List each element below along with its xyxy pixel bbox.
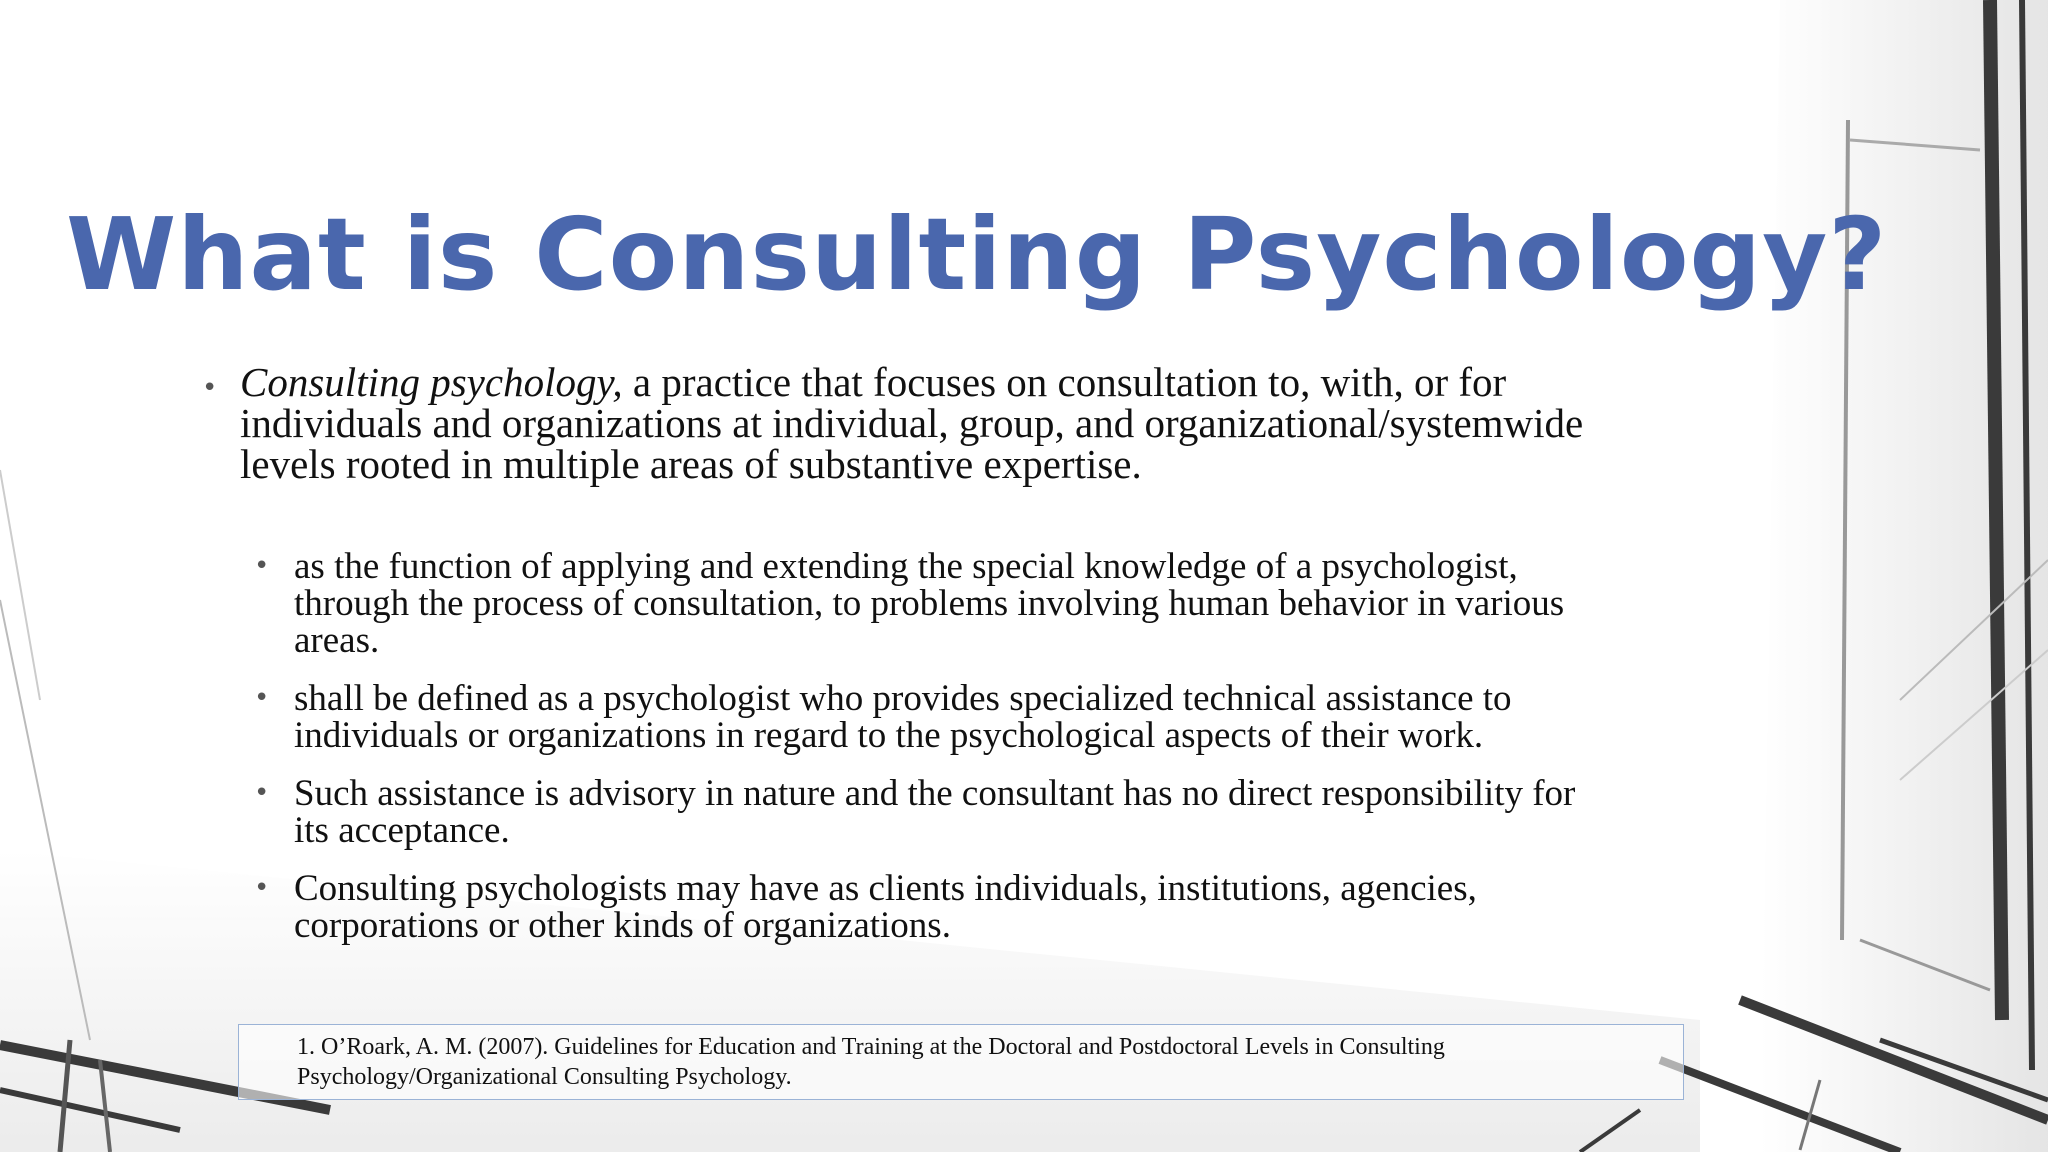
footnote-textbox[interactable] [238, 1024, 1684, 1100]
bullet-icon: • [254, 873, 270, 903]
bullet-icon: • [254, 683, 270, 713]
bullet-icon: • [202, 373, 218, 403]
sub-bullet-item [254, 678, 1594, 756]
sub-bullet-text: Such assistance is advisory in nature and the consultant has no direct responsibility for its acceptance. [294, 773, 1576, 851]
main-bullet-point [202, 359, 1640, 487]
sub-bullet-text: as the function of applying and extending the special knowledge of a psychologist, through the process of consultation, to problems involving human behavior in various areas. [294, 546, 1565, 661]
sub-bullet-item [254, 868, 1594, 946]
bullet-icon: • [254, 778, 270, 808]
sub-bullet-text: shall be defined as a psychologist who provides specialized technical assistance to individuals or organizations in regard to the psychological aspects of their work. [294, 678, 1512, 756]
bullet-icon: • [254, 551, 270, 581]
sub-bullet-text: Consulting psychologists may have as clients individuals, institutions, agencies, corporations or other kinds of organizations. [294, 868, 1477, 946]
main-point-text: a practice that focuses on consultation to, with, or for individuals and organizations at individual, group, and organizational/systemwide levels rooted in multiple areas of substantive expertise. [240, 359, 1584, 487]
footnote-citation: 1. O’Roark, A. M. (2007). Guidelines for Education and Training at the Doctoral and Postdoctoral Levels in Consulting Psychology/Organizational Consulting Psychology. [297, 1034, 1445, 1090]
sub-bullet-list [254, 546, 1594, 965]
main-point-term: Consulting psychology, [240, 359, 623, 405]
sub-bullet-item [254, 773, 1594, 851]
slide-title: What is Consulting Psychology? [66, 196, 1888, 313]
sub-bullet-item [254, 546, 1594, 661]
